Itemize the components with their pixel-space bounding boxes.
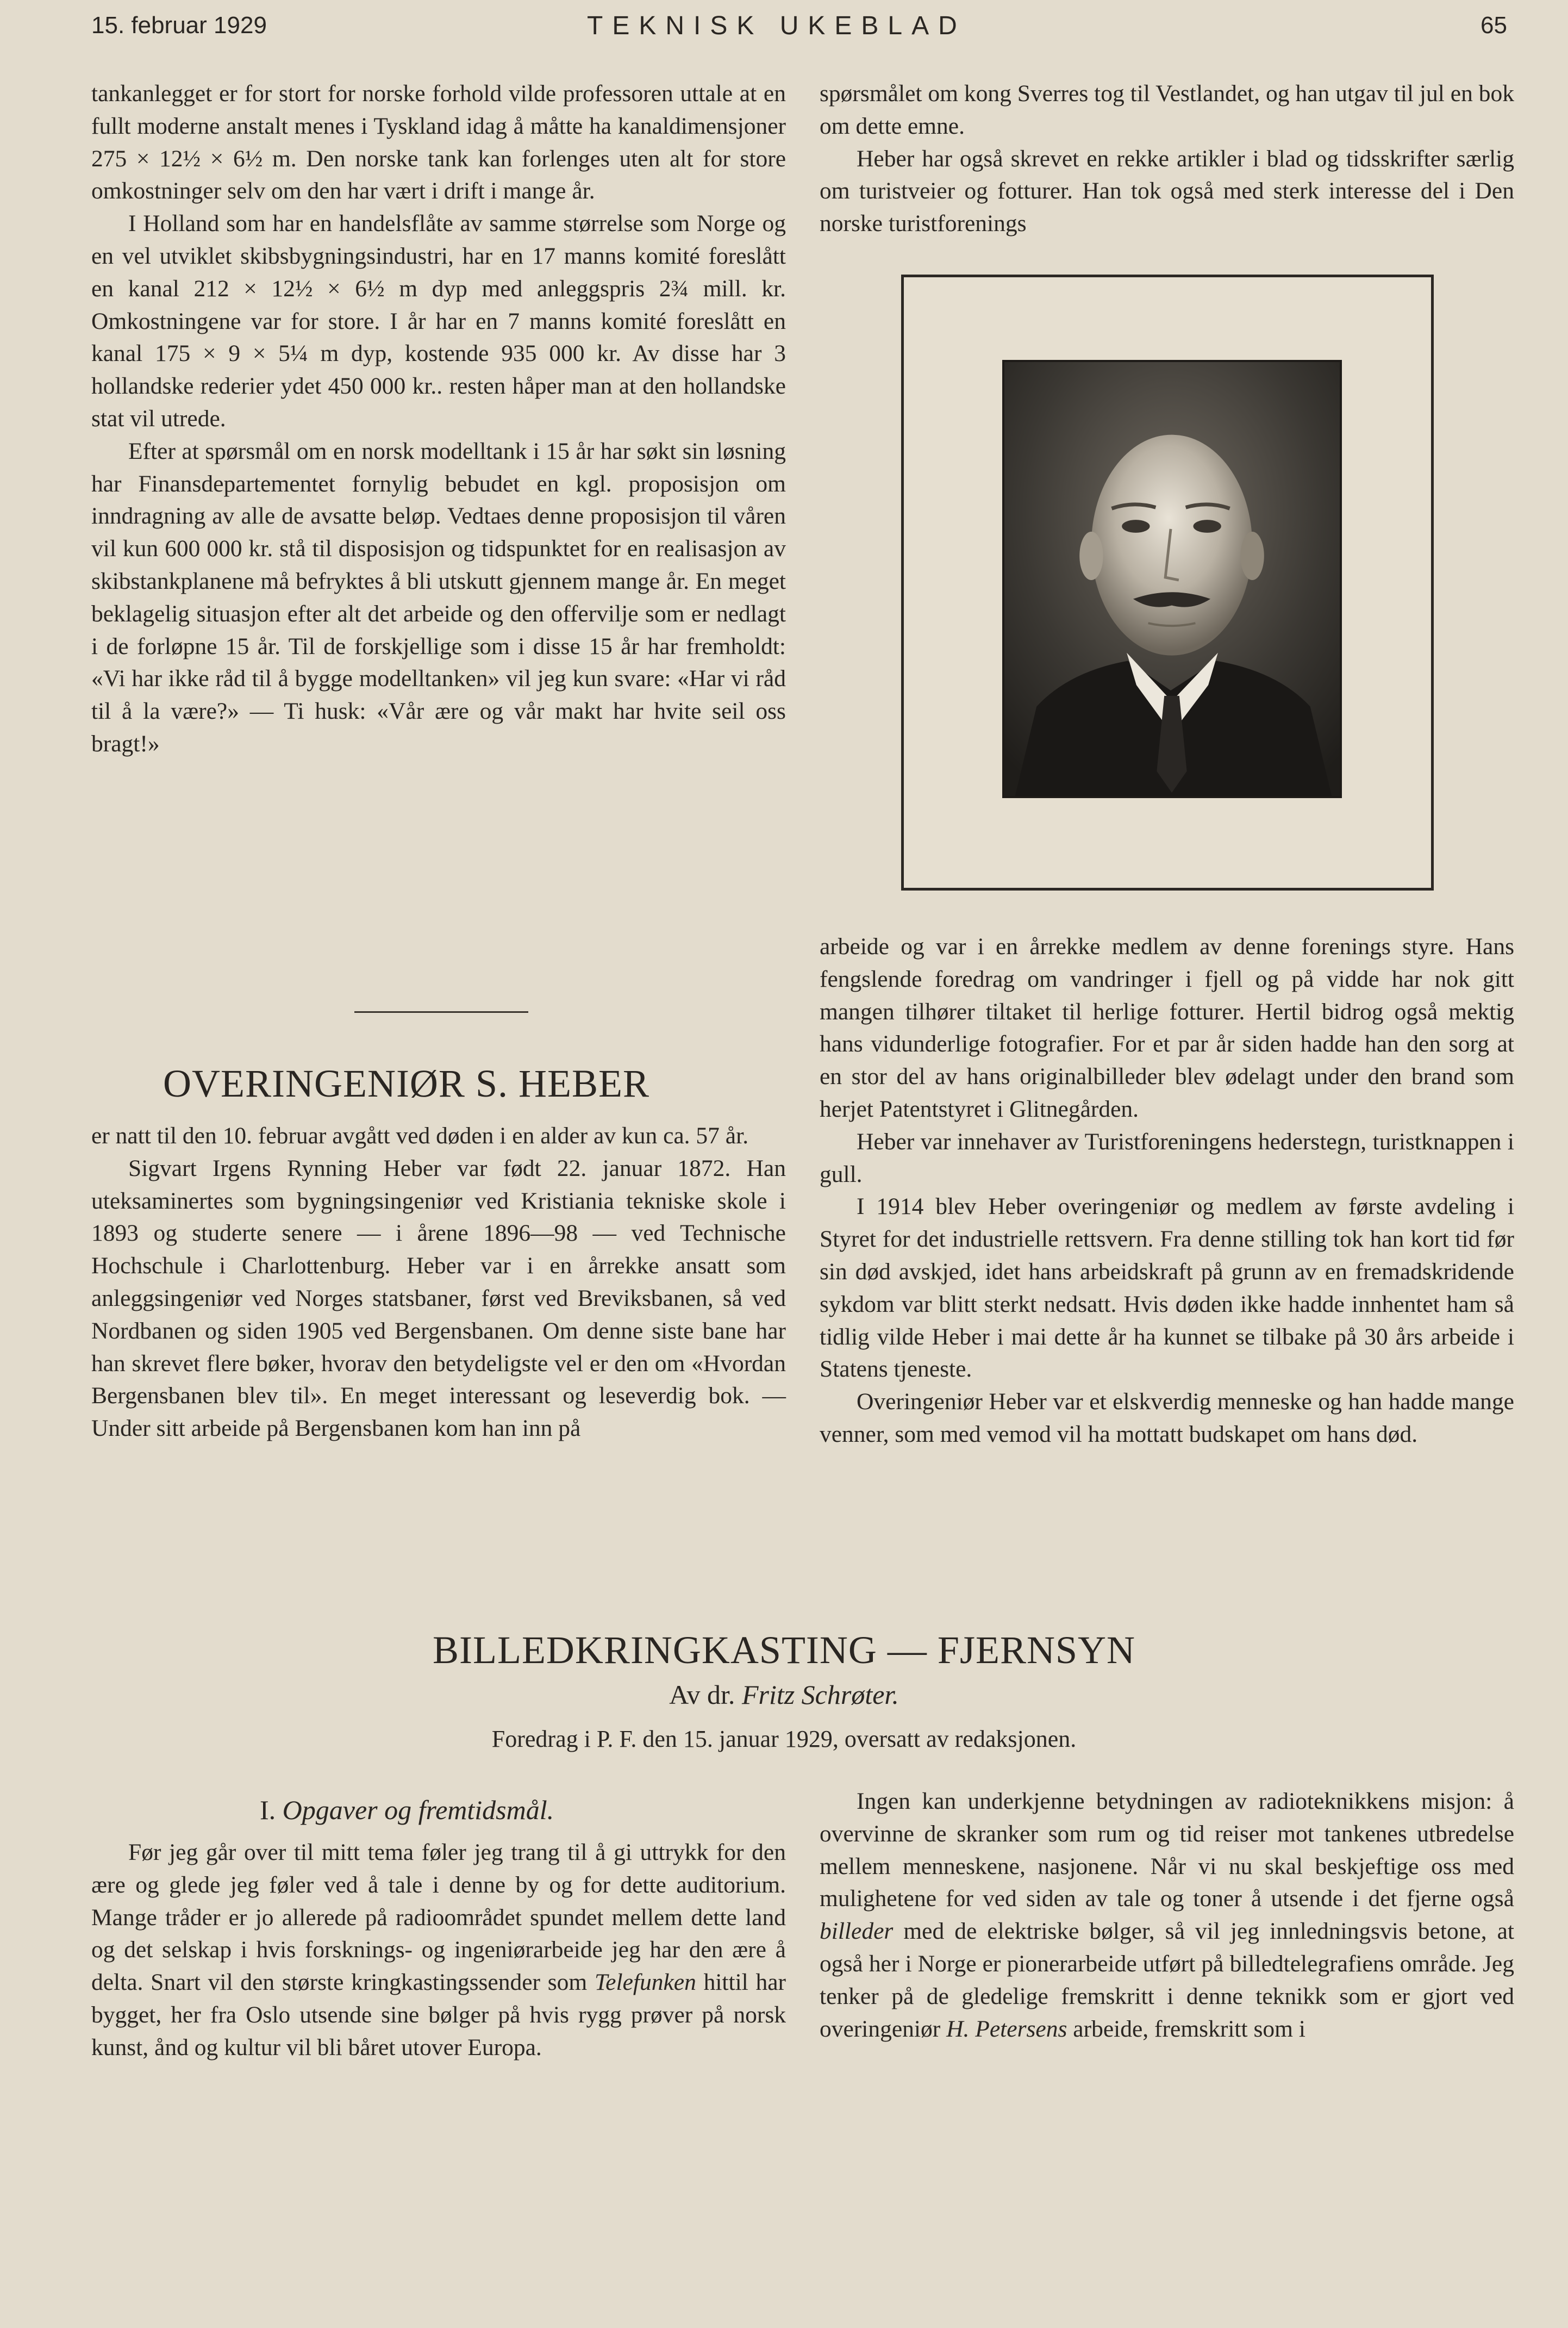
right-person-name: H. Petersens bbox=[946, 2015, 1067, 2042]
intro-paragraph-3: Efter at spørsmål om en norsk modelltank i 15 år har søkt sin løsning har Finansdepartementet fornylig bebudet en kgl. proposisjon om inndragning av alle de avsatte beløp. Vedtaes denne proposisjon til våren vil kun 600 000 kr. stå til disposisjon og tidspunktet for en realisasjon av skibstankplanene må befryktes å bli utskutt gjennem mange år. En meget beklagelig situasjon efter alt det arbeide og den offervilje som er nedlagt i de forløpne 15 år. Til de forskjellige som i disse 15 år har fremholdt: «Vi har ikke råd til å bygge modelltanken» vil jeg kun svare: «Har vi råd til å la være?» — Ti husk: «Vår ære og vår makt har hvite seil oss bragt!» bbox=[91, 438, 786, 757]
left-text-1: Før jeg går over til mitt tema føler jeg trang til å gi uttrykk for den ære og glede jeg føler ved å tale i denne by og for dette auditorium. Mange tråder er jo allerede på radioområdet spundet mellem dette land og det selskap i hvis forsknings- og ingeniørarbeide jeg har den ære å delta. Snart vil den største kringkastingssender som bbox=[91, 1839, 786, 1996]
intro-article-column bbox=[91, 78, 786, 761]
billedkringkasting-byline bbox=[0, 1679, 1568, 1710]
left-company-name: Telefunken bbox=[594, 1969, 696, 1996]
billedkringkasting-note: Foredrag i P. F. den 15. januar 1929, oversatt av redaksjonen. bbox=[491, 1726, 1077, 1752]
heber-right-paragraph-4: Heber var innehaver av Turistforeningens hederstegn, turistknappen i gull. bbox=[820, 1128, 1514, 1187]
section-divider bbox=[354, 1011, 528, 1013]
intro-paragraph-2: I Holland som har en handelsflåte av samme størrelse som Norge og en vel utviklet skibsbygningsindustri, har en 17 manns komité foreslått en kanal 212 × 12½ × 6½ m dyp med anleggspris 2¾ mill. kr. Omkostningene var for store. I år har en 7 manns komité foreslått en kanal 175 × 9 × 5¼ m dyp, kostende 935 000 kr. Av disse har 3 hollandske rederier ydet 450 000 kr.. resten håper man at den hollandske stat vil utrede. bbox=[91, 210, 786, 432]
header-page-number: 65 bbox=[1480, 12, 1507, 39]
left-text-2: hittil har bygget, her fra Oslo utsende sine bølger på hvis rygg prøver på norsk kunst, ånd og kultur vil bli båret utover Europa. bbox=[91, 1969, 786, 2061]
heber-right-paragraph-3: arbeide og var i en årrekke medlem av denne forenings styre. Hans fengslende foredrag om vandringer i fjell og på vidde har nok gitt mangen tilhører tiltaket til herlige fotturer. Hertil bidrog også mektig hans vidunderlige fotografier. For et par år siden hadde han den sorg at en stor del av hans originalbilleder blev ødelagt under den brand som herjet Patentstyret i Glitnegården. bbox=[820, 933, 1514, 1122]
right-emphasis: billeder bbox=[820, 1918, 894, 1945]
heber-right-top-column bbox=[820, 78, 1514, 240]
heber-heading: OVERINGENIØR S. HEBER bbox=[163, 1062, 649, 1105]
billedkringkasting-left-paragraph bbox=[91, 1837, 786, 2064]
intro-paragraph-1: tankanlegget er for stort for norske forhold vilde professoren uttale at en fullt moderne anstalt menes i Tyskland idag å måtte ha kanaldimensjoner 275 × 12½ × 6½ m. Den norske tank kan forlenges uten alt for store omkostninger selv om den har vært i drift i mange år. bbox=[91, 80, 786, 204]
heber-right-paragraph-1: spørsmålet om kong Sverres tog til Vestlandet, og han utgav til jul en bok om dette emne. bbox=[820, 80, 1514, 139]
section-title: Opgaver og fremtidsmål. bbox=[282, 1795, 554, 1825]
heber-left-column bbox=[91, 1120, 786, 1445]
heber-paragraph-1: er natt til den 10. februar avgått ved døden i en alder av kun ca. 57 år. bbox=[91, 1123, 749, 1149]
billedkringkasting-left-column bbox=[91, 1837, 786, 2064]
billedkringkasting-right-paragraph bbox=[820, 1785, 1514, 2045]
billedkringkasting-right-column bbox=[820, 1785, 1514, 2045]
heber-paragraph-2: Sigvart Irgens Rynning Heber var født 22. januar 1872. Han uteksaminertes som bygningsingeniør ved Kristiania tekniske skole i 1893 og studerte senere — i årene 1896—98 — ved Technische Hochschule i Charlottenburg. Heber var i en årrekke ansatt som anleggsingeniør ved Norges statsbaner, først ved Breviksbanen, så ved Nordbanen og siden 1905 ved Bergensbanen. Om denne siste bane har han skrevet flere bøker, hvorav den betydeligste vel er den om «Hvordan Bergensbanen blev til». En meget interessant og leseverdig bok. — Under sitt arbeide på Bergensbanen kom han inn på bbox=[91, 1155, 786, 1442]
section-heading bbox=[260, 1794, 554, 1826]
right-text-2: med de elektriske bølger, så vil jeg innledningsvis betone, at også her i Norge er pionerarbeide utført på billedtelegrafiens område. Jeg tenker på de gledelige fremskritt i denne teknikk som er gjort ved overingeniør bbox=[820, 1918, 1514, 2042]
billedkringkasting-heading: BILLEDKRINGKASTING — FJERNSYN bbox=[432, 1628, 1135, 1672]
byline-prefix: Av dr. bbox=[669, 1679, 735, 1710]
heber-right-paragraph-5: I 1914 blev Heber overingeniør og medlem av første avdeling i Styret for det industrielle rettsvern. Fra denne stilling tok han kort tid før sin død avskjed, idet hans arbeidskraft på grunn av en fremadskridende sykdom var blitt sterkt nedsatt. Hvis døden ikke hadde innhentet ham så tidlig vilde Heber i mai dette år ha kunnet se tilbake på 30 års arbeide i Statens tjeneste. bbox=[820, 1193, 1514, 1383]
heber-right-bottom-column bbox=[820, 931, 1514, 1451]
header-title: TEKNISK UKEBLAD bbox=[587, 11, 966, 40]
heber-right-paragraph-6: Overingeniør Heber var et elskverdig menneske og han hadde mange venner, som med vemod vil ha mottatt budskapet om hans død. bbox=[820, 1389, 1514, 1447]
header-date: 15. februar 1929 bbox=[91, 12, 267, 39]
heber-portrait-photo bbox=[1002, 360, 1342, 798]
byline-author: Fritz Schrøter. bbox=[741, 1679, 899, 1710]
section-number: I. bbox=[260, 1795, 276, 1825]
heber-right-paragraph-2: Heber har også skrevet en rekke artikler i blad og tidsskrifter særlig om turistveier og fotturer. Han tok også med sterk interesse del i Den norske turistforenings bbox=[820, 145, 1514, 237]
right-text-3: arbeide, fremskritt som i bbox=[1073, 2015, 1305, 2042]
right-text-1: Ingen kan underkjenne betydningen av radioteknikkens misjon: å overvinne de skranker som rum og tid reiser mot tankenes utbredelse mellem menneskene, nasjonene. Når vi nu skal beskjeftige oss med mulighetene for ved siden av tale og toner å utsende i det fjerne også bbox=[820, 1788, 1514, 1912]
